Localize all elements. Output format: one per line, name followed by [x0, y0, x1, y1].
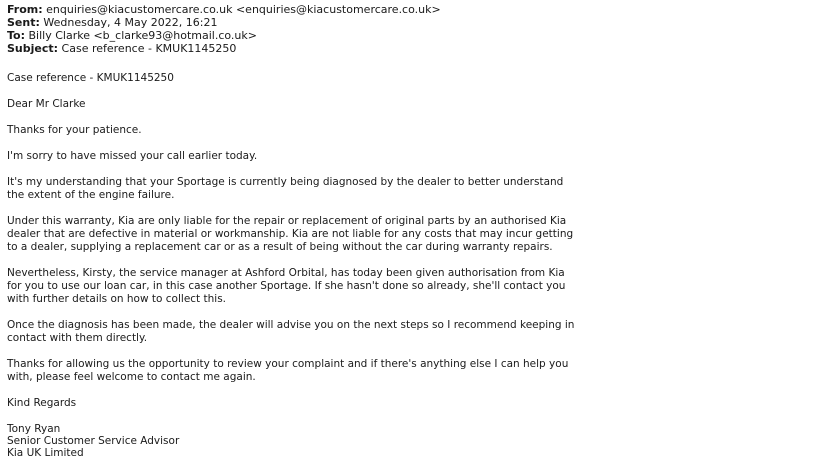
- greeting-paragraph: Dear Mr Clarke: [7, 98, 86, 110]
- diagnosis-paragraph: It's my understanding that your Sportage is currently being diagnosed by the dealer to better understand the extent of the engine failure.: [7, 176, 564, 201]
- signature-company: Kia UK Limited: [7, 447, 84, 459]
- subject-line: [7, 42, 812, 55]
- signature-title: Senior Customer Service Advisor: [7, 435, 180, 447]
- email-body: [7, 72, 577, 459]
- apology-paragraph: I'm sorry to have missed your call earlier today.: [7, 150, 258, 162]
- to-label: To:: [7, 29, 25, 42]
- signature-block: [7, 423, 577, 459]
- subject-value: Case reference - KMUK1145250: [61, 42, 237, 55]
- sent-line: [7, 16, 812, 29]
- case-reference-paragraph: Case reference - KMUK1145250: [7, 72, 174, 84]
- to-value[interactable]: Billy Clarke <b_clarke93@hotmail.co.uk>: [28, 29, 257, 42]
- closing-paragraph: Thanks for allowing us the opportunity to review your complaint and if there's anything else I can help you with, please feel welcome to contact me again.: [7, 358, 569, 383]
- sign-off-paragraph: Kind Regards: [7, 397, 77, 409]
- sent-value: Wednesday, 4 May 2022, 16:21: [43, 16, 218, 29]
- thanks-paragraph: Thanks for your patience.: [7, 124, 142, 136]
- next-steps-paragraph: Once the diagnosis has been made, the dealer will advise you on the next steps so I recommend keeping in contact with them directly.: [7, 319, 575, 344]
- warranty-paragraph: Under this warranty, Kia are only liable for the repair or replacement of original parts by an authorised Kia dealer that are defective in material or workmanship. Kia are not liable for any costs that may incur getting to a dealer, supplying a replacement car or as a result of being without the car during warranty repairs.: [7, 215, 574, 253]
- sent-label: Sent:: [7, 16, 40, 29]
- subject-label: Subject:: [7, 42, 59, 55]
- from-value[interactable]: enquiries@kiacustomercare.co.uk <enquiries@kiacustomercare.co.uk>: [46, 3, 441, 16]
- email-message: [7, 0, 812, 459]
- from-label: From:: [7, 3, 43, 16]
- from-line: [7, 3, 812, 16]
- email-headers: [7, 3, 812, 55]
- to-line: [7, 29, 812, 42]
- signature-name: Tony Ryan: [7, 423, 61, 435]
- loan-car-paragraph: Nevertheless, Kirsty, the service manager at Ashford Orbital, has today been given authorisation from Kia for you to use our loan car, in this case another Sportage. If she hasn't done so already, she'll contact you with further details on how to collect this.: [7, 267, 566, 305]
